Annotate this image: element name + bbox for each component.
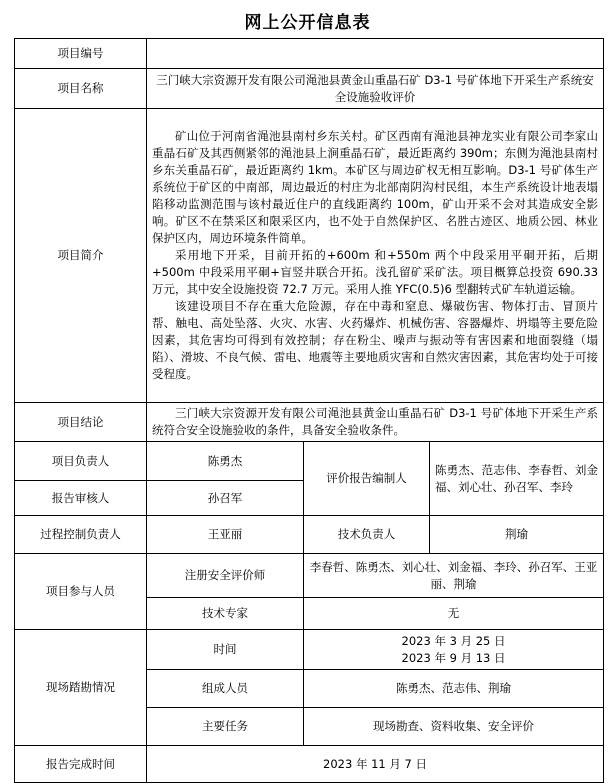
row-process-control <box>15 516 604 554</box>
completion-value: 2023 年 11 月 7 日 <box>147 746 604 783</box>
row-project-name <box>15 69 604 109</box>
intro-paragraph-3: 该建设项目不存在重大危险源，存在中毒和窒息、爆破伤害、物体打击、冒顶片帮、触电、高处坠落、火灾、水害、火药爆炸、机械伤害、容器爆炸、坍塌等主要危险因素，其危害均可得到有效控制；存在粉尘、噪声与振动等有害因素和地面裂缝（塌陷）、滑坡、不良气候、雷电、地震等主要地质灾害和自然灾害因素，其危害均处于可接受程度。 <box>152 299 599 381</box>
row-survey-time <box>15 630 604 670</box>
project-leader-value: 陈勇杰 <box>147 442 304 481</box>
report-reviewer-value: 孙召军 <box>147 481 304 516</box>
page-title: 网上公开信息表 <box>244 13 371 33</box>
site-survey-label: 现场踏勘情况 <box>15 630 147 746</box>
registered-evaluator-value: 李春哲、陈勇杰、刘心壮、刘金福、李玲、孙召军、王亚丽、荆瑜 <box>304 554 604 598</box>
technical-leader-value: 荆瑜 <box>430 516 604 554</box>
expert-label: 技术专家 <box>147 598 304 630</box>
process-control-value: 王亚丽 <box>147 516 304 554</box>
conclusion-cell <box>147 403 604 442</box>
completion-label: 报告完成时间 <box>15 746 147 783</box>
intro-paragraph-1: 矿山位于河南省渑池县南村乡东关村。矿区西南有渑池县神龙实业有限公司李家山重晶石矿及其西侧紧邻的渑池县上涧重晶石矿，最近距离约 390m；东侧为渑池县南村乡东关重晶石矿，最近距离约 1km。本矿区与周边矿权无相互影响。D3-1 号矿体生产系统位于矿区的中南部，周边最近的村庄为北部南阴沟村民组，本生产系统设计地表塌陷移动监测范围与该村最近住户的直线距离约 100m，矿山开采不会对其造成安全影响。矿区不在禁采区和限采区内，也不处于自然保护区、名胜古迹区、地质公园、林业保护区内，周边环境条件简单。 <box>152 129 599 245</box>
row-project-leader <box>15 442 604 481</box>
conclusion-label: 项目结论 <box>15 403 147 442</box>
survey-time-label: 时间 <box>147 630 304 670</box>
project-name-label: 项目名称 <box>15 69 147 109</box>
expert-value: 无 <box>304 598 604 630</box>
project-leader-label: 项目负责人 <box>15 442 147 481</box>
project-number-label: 项目编号 <box>15 39 147 69</box>
process-control-label: 过程控制负责人 <box>15 516 147 554</box>
survey-time-1: 2023 年 3 月 25 日 <box>401 633 506 648</box>
report-compilers-label: 评价报告编制人 <box>304 442 430 516</box>
registered-evaluator-label: 注册安全评价师 <box>147 554 304 598</box>
row-participants-registered <box>15 554 604 598</box>
survey-time-values <box>304 630 604 670</box>
conclusion-value: 三门峡大宗资源开发有限公司渑池县黄金山重晶石矿 D3-1 号矿体地下开采生产系统符合安全设施验收的条件，具备安全验收条件。 <box>152 406 599 437</box>
intro-paragraph-2: 采用地下开采，目前开拓的+600m 和+550m 两个中段采用平硐开拓，后期+500m 中段采用平硐+盲竖井联合开拓。浅孔留矿采矿法。项目概算总投资 690.33 万元，其中安全设施投资 72.7 万元。采用人推 YFC(0.5)6 型翻转式矿车轨道运输。 <box>152 248 599 296</box>
project-intro-value <box>147 109 604 403</box>
survey-time-2: 2023 年 9 月 13 日 <box>401 650 506 665</box>
survey-tasks-value: 现场勘查、资料收集、安全评价 <box>304 708 604 746</box>
row-project-intro <box>15 109 604 403</box>
project-number-value <box>147 39 604 69</box>
row-conclusion <box>15 403 604 442</box>
project-name-value: 三门峡大宗资源开发有限公司渑池县黄金山重晶石矿 D3-1 号矿体地下开采生产系统安全设施验收评价 <box>147 69 604 109</box>
row-completion <box>15 746 604 783</box>
info-table <box>14 38 604 783</box>
row-project-number <box>15 39 604 69</box>
survey-members-label: 组成人员 <box>147 670 304 708</box>
project-intro-label: 项目简介 <box>15 109 147 403</box>
report-compilers-value: 陈勇杰、范志伟、李春哲、刘金福、刘心壮、孙召军、李玲 <box>430 442 604 516</box>
survey-tasks-label: 主要任务 <box>147 708 304 746</box>
report-reviewer-label: 报告审核人 <box>15 481 147 516</box>
technical-leader-label: 技术负责人 <box>304 516 430 554</box>
participants-label: 项目参与人员 <box>15 554 147 630</box>
survey-members-value: 陈勇杰、范志伟、荆瑜 <box>304 670 604 708</box>
